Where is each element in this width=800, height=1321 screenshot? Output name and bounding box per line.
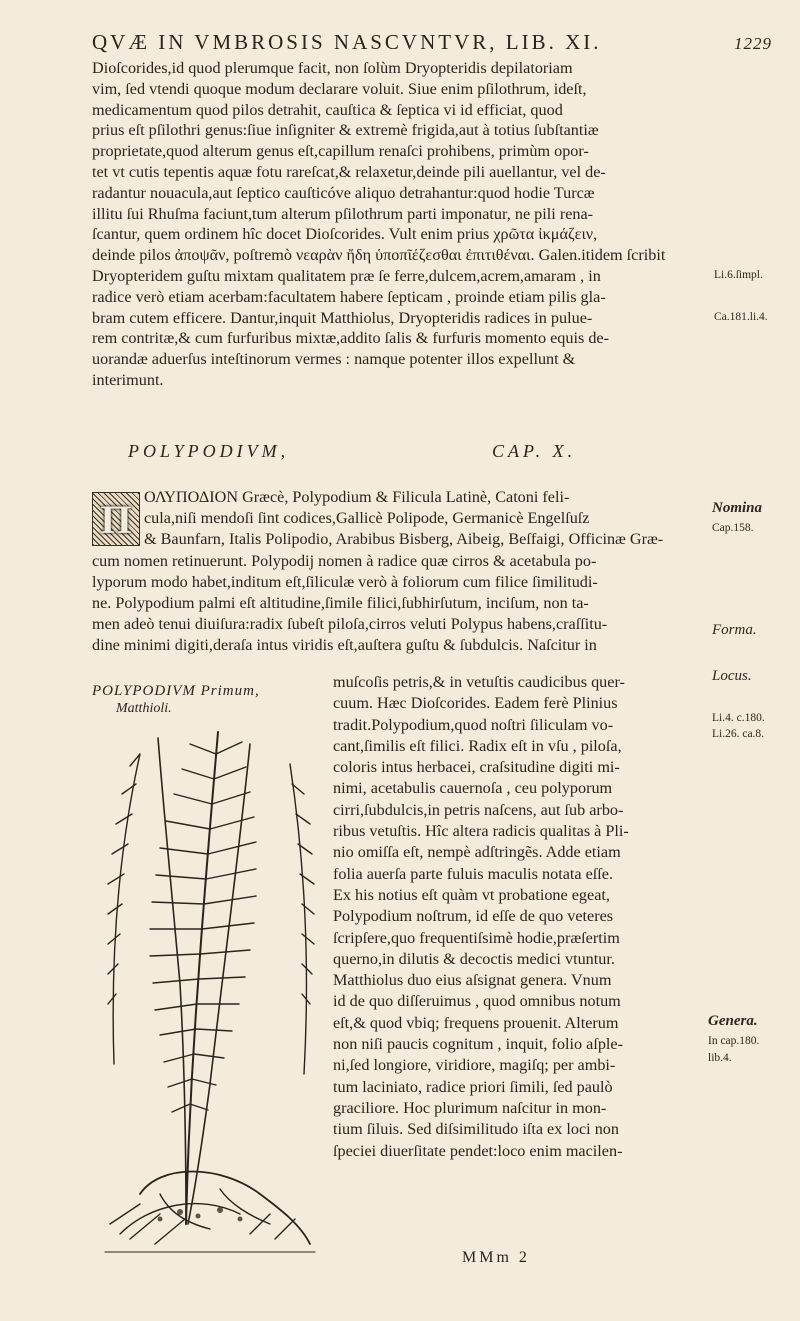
margin-note-plinius-ref2: Li.26. ca.8. <box>712 728 765 740</box>
margin-note-locus: Locus. <box>712 668 752 684</box>
text-line: Polypodium noſtrum, id eſſe de quo veteres <box>333 907 614 926</box>
text-line: dine minimi digiti,deraſa intus viridis eſt,auſtera guſtu & ſubdulcis. Naſcitur in <box>92 636 597 655</box>
chapter-title: POLYPODIVM, <box>128 441 290 461</box>
chapter-number: CAP. X. <box>492 441 577 461</box>
margin-note-nomina-ref: Cap.158. <box>712 522 754 534</box>
text-line: rem contritæ,& cum furfuribus mixtæ,addito ſalis & furfuris momento equis de- <box>92 329 610 348</box>
text-line: radantur nouacula,aut ſeptico cauſticóve aliquo detrahantur:quod hodie Turcæ <box>92 183 595 202</box>
text-line: cirri,ſubdulcis,in petris naſcens, aut ſub arbo- <box>333 800 624 819</box>
paragraph-polypodium-names <box>92 487 704 657</box>
text-line: lyporum modo habet,inditum eſt,ſiliculæ verò à foliorum cum filice ſimilitudi- <box>92 572 598 591</box>
text-line: vim, ſed vtendi quoque modum declarare voluit. Siue enim pſilothrum, ideſt, <box>92 79 587 98</box>
text-line: coloris intus herbacei, craſsitudine digiti mi- <box>333 758 620 777</box>
running-header <box>92 30 772 55</box>
running-title: QVÆ IN VMBROSIS NASCVNTVR, LIB. XI. <box>92 30 602 54</box>
text-line: muſcoſis petris,& in vetuſtis caudicibus quer- <box>333 673 625 691</box>
margin-note-plinius-ref1: Li.4. c.180. <box>712 712 765 724</box>
margin-note-genera-ref: In cap.180. <box>708 1035 760 1047</box>
polypodium-fern-woodcut <box>100 724 320 1264</box>
text-line: ribus vetuſtis. Hîc altera radicis qualitas à Pli- <box>333 822 629 841</box>
chapter-heading <box>128 441 688 462</box>
text-line: Dryopteridem guſtu mixtam qualitatem præ ſe ferre,dulcem,acrem,amaram , in <box>92 266 601 285</box>
text-line: Ex his notius eſt quàm vt probatione egeat, <box>333 885 610 904</box>
text-line: nio omiſſa eſt, nempè adſtringẽs. Adde etiam <box>333 843 621 862</box>
text-line: cuum. Hæc Dioſcorides. Eadem ferè Plinius <box>333 694 618 713</box>
text-line: cant,ſimilis eſt filici. Radix eſt in vſu , piloſa, <box>333 736 622 755</box>
text-line: radice verò etiam acerbam:facultatem habere ſepticam , proinde etiam pilis gla- <box>92 287 606 306</box>
text-line: tium ſiluis. Sed diſsimilitudo iſta ex loci non <box>333 1120 619 1139</box>
margin-note-genera-ref2: lib.4. <box>708 1052 732 1064</box>
text-line: querno,in dilutis & decoctis medici vtuntur. <box>333 949 615 968</box>
text-line: ΟΛΥΠΟΔΙΟΝ Græcè, Polypodium & Filicula Latinè, Catoni feli- <box>144 488 570 506</box>
text-line: illitu ſui Rhuſma faciunt,tum alterum pſilothrum parti imponatur, ne pili rena- <box>92 204 594 223</box>
margin-note-genera: Genera. <box>708 1013 758 1029</box>
text-line: tet vt cutis tepentis aquæ fotu rareſcat,& relaxetur,deinde pili auellantur, vel de- <box>92 162 606 181</box>
text-line: graciliore. Hoc plurimum naſcitur in mon- <box>333 1098 607 1117</box>
text-line: Dioſcorides,id quod plerumque facit, non ſolùm Dryopteridis depilatoriam <box>92 59 573 77</box>
paragraph-polypodium-description <box>333 672 705 1162</box>
text-line: medicamentum quod pilos detrahit, cauſtica & ſeptica vi id efficiat, quod <box>92 100 563 119</box>
text-line: cula,niſi mendoſi ſint codices,Gallicè Polipode, Germanicè Engelſuſz <box>144 509 590 528</box>
text-line: ſcripſere,quo frequentiſsimè hodie,præſertim <box>333 928 620 947</box>
text-line: cum nomen retinuerunt. Polypodij nomen à radice quæ cirros & acetabula po- <box>92 551 597 570</box>
initial-letter: Π <box>100 496 132 542</box>
text-line: men adeò tenui diuiſura:radix ſubeſt piloſa,cirros veluti Polypus habens,craſſitu- <box>92 615 608 634</box>
text-line: uorandæ aduerſus inteſtinorum vermes : namque potenter illos expellunt & <box>92 350 576 369</box>
margin-note-forma: Forma. <box>712 622 757 638</box>
margin-note-matthiolus-ref: Ca.181.li.4. <box>714 311 768 323</box>
text-line: folia auerſa parte fuluis maculis notata eſſe. <box>333 864 614 883</box>
text-line: prius eſt pſilothri genus:ſiue inſigniter & extremè frigida,aut à totius ſubſtantiæ <box>92 121 599 140</box>
text-line: tradit.Polypodium,quod noſtri ſiliculam vo- <box>333 715 614 734</box>
text-line: interimunt. <box>92 370 164 389</box>
text-line: proprietate,quod alterum genus eſt,capillum renaſci prohibens, primùm opor- <box>92 142 589 161</box>
margin-note-galen-ref: Li.6.ſimpl. <box>714 269 763 281</box>
text-line: ſpeciei diuerſitate pendet:loco enim macilen- <box>333 1141 623 1160</box>
text-line: eſt,& quod vbiq; frequens prouenit. Alterum <box>333 1013 619 1032</box>
page-number: 1229 <box>734 34 772 53</box>
text-line: nimi, acetabulis cauernoſa , ceu polyporum <box>333 779 613 798</box>
signature-mark: MMm 2 <box>462 1249 530 1266</box>
margin-note-nomina: Nomina <box>712 500 763 516</box>
text-line: ſcantur, quem ordinem hîc docet Dioſcorides. Vult enim prius χρῶτα ἰκμάζειν, <box>92 225 598 244</box>
paragraph-dryopteris <box>92 58 704 391</box>
text-line: Matthiolus duo eius aſsignat genera. Vnum <box>333 971 612 990</box>
text-line: id de quo diſſeruimus , quod omnibus notum <box>333 992 621 1011</box>
figure-caption-subtitle: Matthioli. <box>116 701 172 716</box>
text-line: ni,ſed longiore, viridiore, magiſq; per ambi- <box>333 1056 616 1075</box>
figure-caption <box>92 682 302 718</box>
text-line: ne. Polypodium palmi eſt altitudine,ſimile filici,ſubhirſutum, inciſum, non ta- <box>92 594 589 613</box>
text-line: & Baunfarn, Italis Polipodio, Arabibus Bisberg, Aibeig, Beſfaigi, Officinæ Græ- <box>144 530 664 549</box>
text-line: tum laciniato, radice priori ſimili, ſed paulò <box>333 1077 613 1096</box>
text-line: deinde pilos ἀποψᾶν, poſtremò νεαρὰν ἤδη ὑποπῖέζεσθαι ἐπιτιθέναι. Galen.itidem ſcribit <box>92 246 666 265</box>
text-line: non niſi paucis cognitum , inquit, folio aſple- <box>333 1035 623 1054</box>
figure-caption-title: POLYPODIVM Primum, <box>92 683 260 699</box>
text-line: bram cutem efficere. Dantur,inquit Matthiolus, Dryopteridis radices in pulue- <box>92 308 593 327</box>
